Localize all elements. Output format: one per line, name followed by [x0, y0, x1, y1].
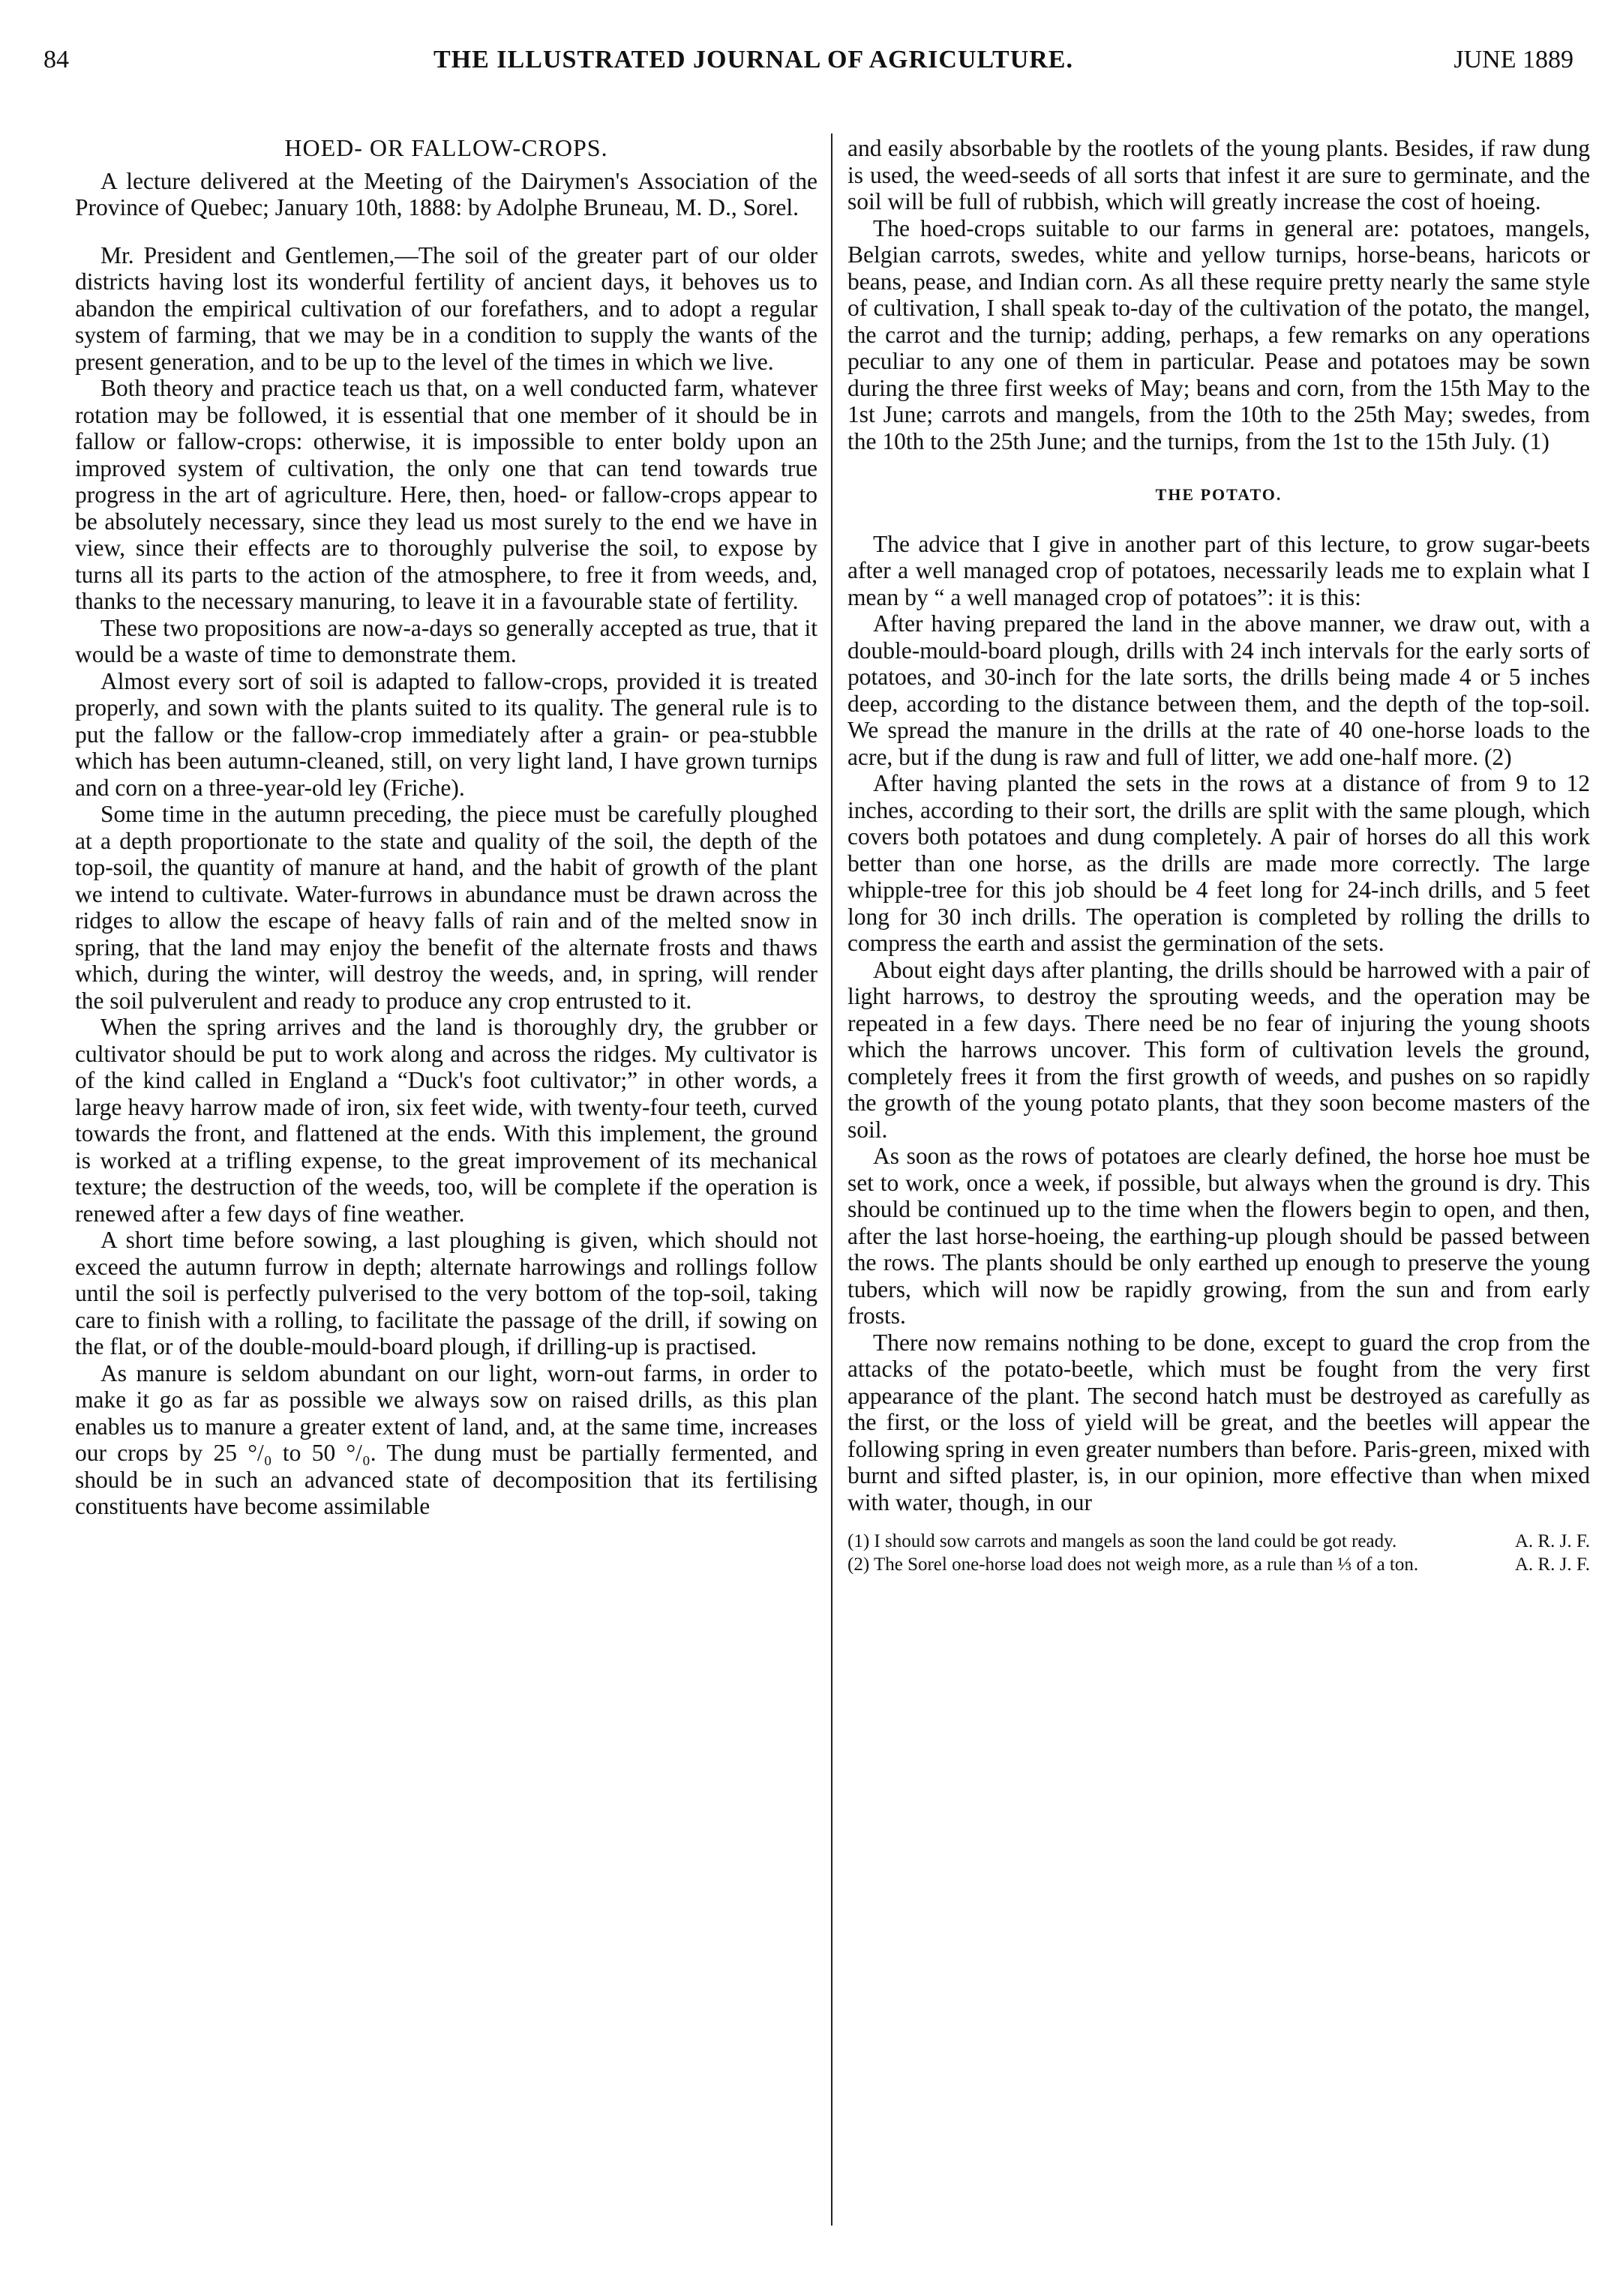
page-number: 84: [44, 46, 69, 73]
paragraph: As soon as the rows of potatoes are clearly defined, the horse hoe must be set to work, once a week, if possible, but always when the ground is dry. This should be continued up to the time when the flowers begin to open, and then, after the last horse-hoeing, the earthing-up plough should be passed between the rows. The plants should be only earthed up enough to preserve the young tubers, which will now be rapidly growing, from the sun and from early frosts.: [848, 1143, 1590, 1329]
paragraph: After having prepared the land in the above manner, we draw out, with a double-mould-board plough, drills with 24 inch intervals for the early sorts of potatoes, and 30-inch for the late sorts, the drills being made 4 or 5 inches deep, according to the distance between them, and the depth of the top-soil. We spread the manure in the drills at the rate of 40 one-horse loads to the acre, but if the dung is raw and full of litter, we add one-half more. (2): [848, 610, 1590, 770]
footnote-signature: A. R. J. F.: [1514, 1554, 1590, 1575]
footnote-text: (2) The Sorel one-horse load does not weigh more, as a rule than ⅓ of a ton.: [848, 1554, 1419, 1575]
paragraph: Almost every sort of soil is adapted to fallow-crops, provided it is treated properly, and sown with the plants suited to its quality. The general rule is to put the fallow or the fallow-crop immediately after a grain- or pea-stubble which has been autumn-cleaned, still, on very light land, I have grown turnips and corn on a three-year-old ley (Friche).: [75, 667, 818, 801]
paragraph: The advice that I give in another part of this lecture, to grow sugar-beets after a well managed crop of potatoes, necessarily leads me to explain what I mean by “ a well managed crop of potatoes”: it is this:: [848, 530, 1590, 610]
footnotes: [848, 1530, 1590, 1575]
paragraph: Both theory and practice teach us that, on a well conducted farm, whatever rotation may be followed, it is essential that one member of it should be in fallow or fallow-crops: otherwise, it is impossible to enter boldy upon an improved system of cultivation, the only one that can tend towards true progress in the art of agriculture. Here, then, hoed- or fallow-crops appear to be absolutely necessary, since they lead us most surely to the end we have in view, since their effects are to thoroughly pulverise the soil, to expose by turns all its parts to the action of the atmosphere, to free it from weeds, and, thanks to the necessary manuring, to leave it in a favourable state of fertility.: [75, 375, 818, 614]
journal-title: THE ILLUSTRATED JOURNAL OF AGRICULTURE.: [434, 46, 1073, 73]
footnote: [848, 1554, 1590, 1575]
paragraph: Some time in the autumn preceding, the piece must be carefully ploughed at a depth proportionate to the state and quality of the soil, the depth of the top-soil, the quantity of manure at hand, and the habit of growth of the plant we intend to cultivate. Water-furrows in abundance must be drawn across the ridges to allow the escape of heavy falls of rain and of the melted snow in spring, that the land may enjoy the benefit of the alternate frosts and thaws which, during the winter, will destroy the weeds, and, in spring, will render the soil pulverulent and ready to produce any crop entrusted to it.: [75, 801, 818, 1014]
paragraph: After having planted the sets in the rows at a distance of from 9 to 12 inches, according to their sort, the drills are split with the same plough, which covers both potatoes and dung completely. A pair of horses do all this work better than one horse, as the drills are made more correctly. The large whipple-tree for this job should be 4 feet long for 24-inch drills, and 5 feet long for 30 inch drills. The operation is completed by rolling the drills to compress the earth and assist the germination of the sets.: [848, 770, 1590, 956]
footnote: [848, 1530, 1590, 1552]
column-divider: [831, 133, 832, 2226]
right-column: [848, 135, 1590, 2265]
section-heading: THE POTATO.: [1155, 485, 1282, 504]
paragraph: A short time before sowing, a last ploughing is given, which should not exceed the autumn furrow in depth; alternate harrowings and rollings follow until the soil is perfectly pulverised to the very bottom of the top-soil, taking care to finish with a rolling, to facilitate the passage of the drill, if sowing on the flat, or of the double-mould-board plough, if drilling-up is practised.: [75, 1227, 818, 1359]
paragraph: As manure is seldom abundant on our light, worn-out farms, in order to make it go as far as possible we always sow on raised drills, as this plan enables us to manure a greater extent of land, and, at the same time, increases our crops by 25 °/₀ to 50 °/₀. The dung must be partially fermented, and should be in such an advanced state of decomposition that its fertilising constituents have become assimilable: [75, 1359, 818, 1519]
paragraph: About eight days after planting, the drills should be harrowed with a pair of light harrows, to destroy the sprouting weeds, and the operation may be repeated in a few days. There need be no fear of injuring the young shoots which the harrows uncover. This form of cultivation levels the ground, completely frees it from the first growth of weeds, and pushes on so rapidly the growth of the young potato plants, that they soon become masters of the soil.: [848, 956, 1590, 1143]
article-title: HOED- OR FALLOW-CROPS.: [284, 135, 608, 161]
paragraph: The hoed-crops suitable to our farms in general are: potatoes, mangels, Belgian carrots, swedes, white and yellow turnips, horse-beans, haricots or beans, pease, and Indian corn. As all these require pretty nearly the same style of cultivation, I shall speak to-day of the cultivation of the potato, the mangel, the carrot and the turnip; adding, perhaps, a few remarks on any operations peculiar to any one of them in particular. Pease and potatoes may be sown during the three first weeks of May; beans and corn, from the 15th May to the 1st June; carrots and mangels, from the 10th to the 25th May; swedes, from the 10th to the 25th June; and the turnips, from the 1st to the 15th July. (1): [848, 214, 1590, 454]
paragraph: When the spring arrives and the land is thoroughly dry, the grubber or cultivator should be put to work along and across the ridges. My cultivator is of the kind called in England a “Duck's foot cultivator;” in other words, a large heavy harrow made of iron, six feet wide, with twenty-four teeth, curved towards the front, and flattened at the ends. With this implement, the ground is worked at a trifling expense, to the great improvement of its mechanical texture; the destruction of the weeds, too, will be complete if the operation is renewed after a few days of fine weather.: [75, 1014, 818, 1227]
paragraph: and easily absorbable by the rootlets of the young plants. Besides, if raw dung is used, the weed-seeds of all sorts that infest it are sure to germinate, and the soil will be full of rubbish, which will greatly increase the cost of hoeing.: [848, 135, 1590, 214]
article-intro: A lecture delivered at the Meeting of the Dairymen's Association of the Province of Quebec; January 10th, 1888: by Adolphe Bruneau, M. D., Sorel.: [75, 167, 818, 220]
issue-date: JUNE 1889: [1454, 46, 1574, 73]
paragraph: Mr. President and Gentlemen,—The soil of the greater part of our older districts having lost its wonderful fertility of ancient days, it behoves us to abandon the empirical cultivation of our forefathers, and to adopt a regular system of farming, that we may be in a condition to supply the wants of the present generation, and to be up to the level of the times in which we live.: [75, 241, 818, 375]
paragraph: These two propositions are now-a-days so generally accepted as true, that it would be a waste of time to demonstrate them.: [75, 614, 818, 667]
left-column: [75, 135, 818, 2265]
paragraph: There now remains nothing to be done, except to guard the crop from the attacks of the potato-beetle, which must be fought from the very first appearance of the plant. The second hatch must be destroyed as carefully as the first, or the loss of yield will be great, and the beetles will appear the following spring in even greater numbers than before. Paris-green, mixed with burnt and sifted plaster, is, in our opinion, more effective than when mixed with water, though, in our: [848, 1329, 1590, 1515]
page-header: [44, 39, 1574, 81]
footnote-text: (1) I should sow carrots and mangels as soon the land could be got ready.: [848, 1531, 1397, 1551]
footnote-signature: A. R. J. F.: [1514, 1531, 1590, 1551]
